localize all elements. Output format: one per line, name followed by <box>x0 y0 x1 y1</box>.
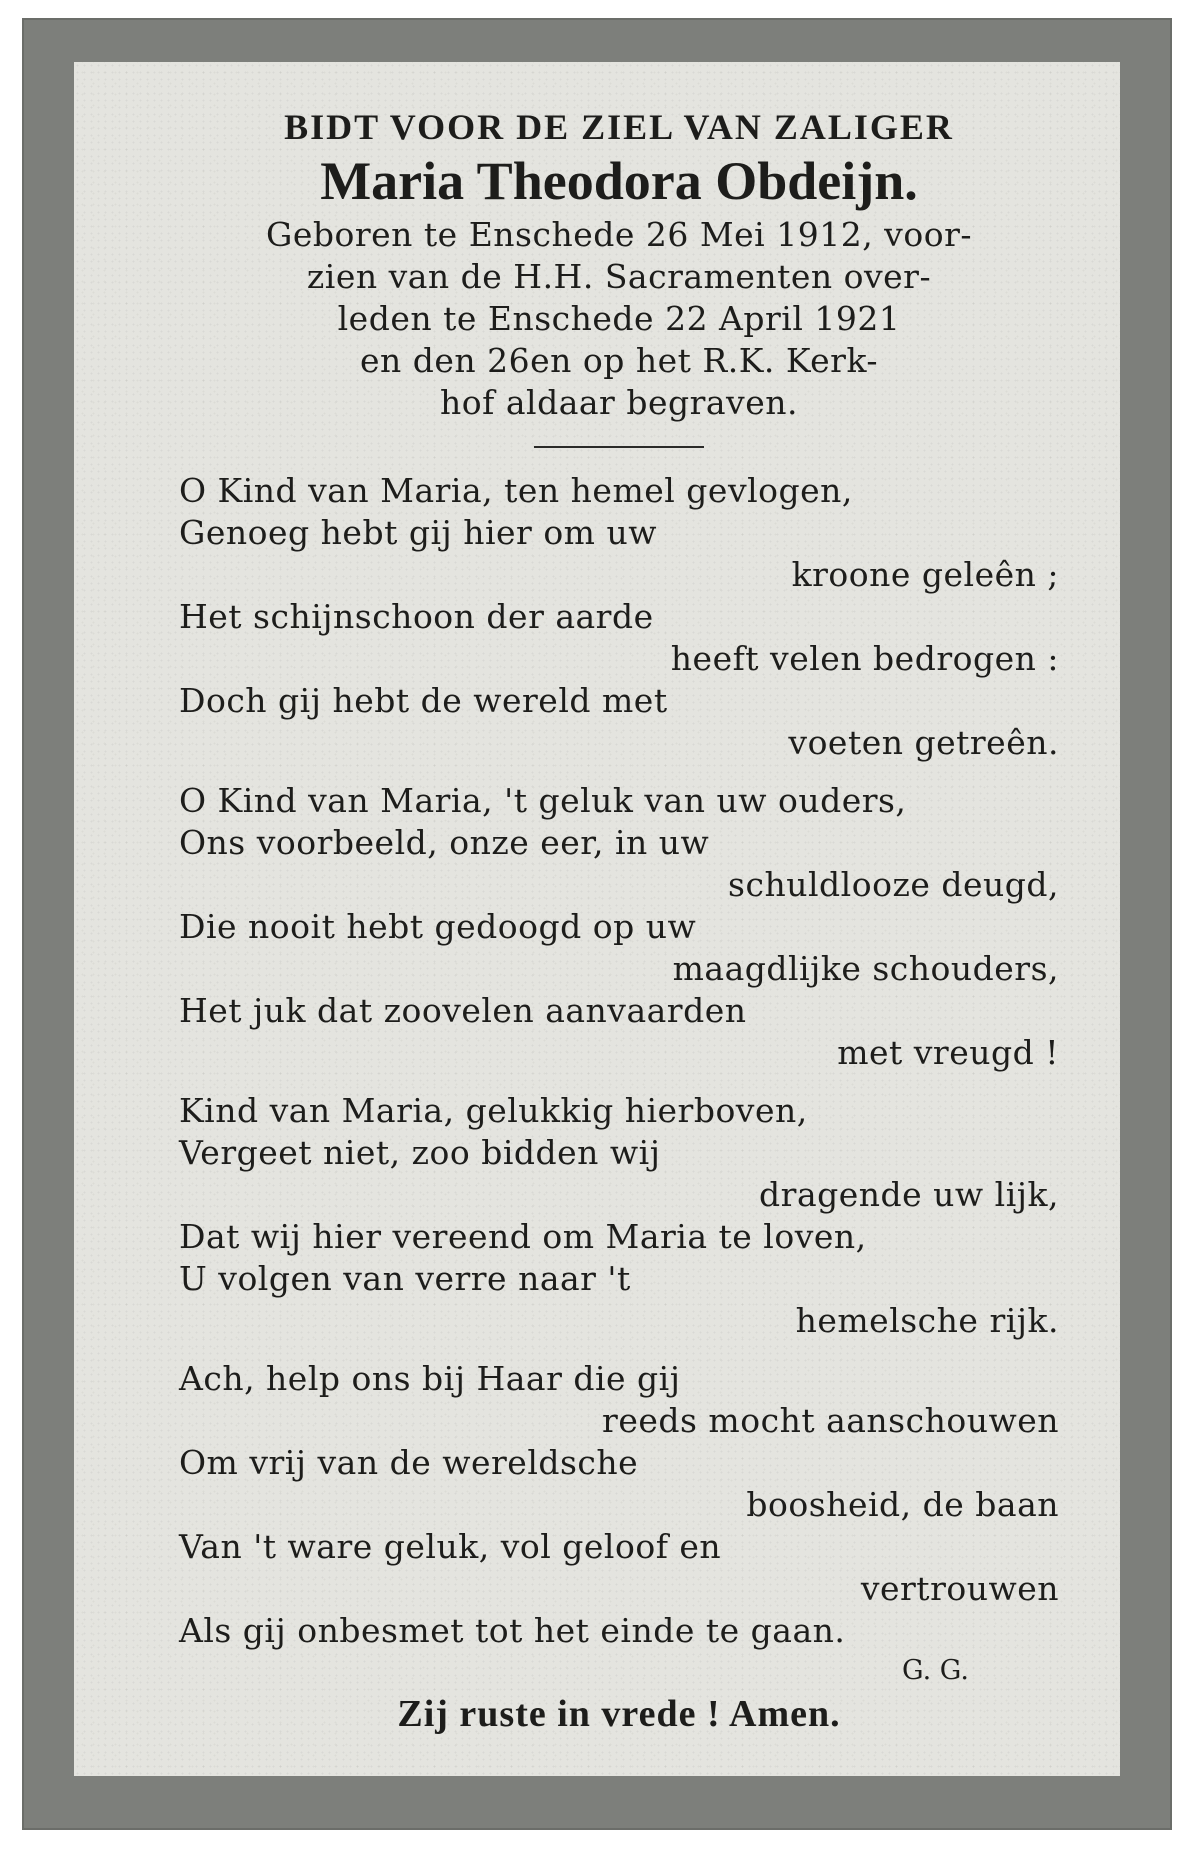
poem-line: O Kind van Maria, 't geluk van uw ouders, <box>179 781 907 820</box>
bio-line: leden te Enschede 22 April 1921 <box>337 299 901 338</box>
bio-line: zien van de H.H. Sacramenten over- <box>306 257 932 296</box>
poem-line: maagdlijke schouders, <box>672 949 1059 988</box>
bio-line: en den 26en op het R.K. Kerk- <box>359 341 879 380</box>
memorial-card <box>74 62 1120 1776</box>
poem-line: Om vrij van de wereldsche <box>179 1443 639 1482</box>
poem-line: Ach, help ons bij Haar die gij <box>179 1359 681 1398</box>
poem-line: boosheid, de baan <box>746 1485 1059 1524</box>
poem-stanza <box>179 470 1059 764</box>
poem-line: voeten getreên. <box>788 723 1059 762</box>
poem-line: Die nooit hebt gedoogd op uw <box>179 907 697 946</box>
poem-line: schuldlooze deugd, <box>728 865 1059 904</box>
poem-line: Het schijnschoon der aarde <box>179 597 654 636</box>
poem-line: U volgen van verre naar 't <box>179 1259 631 1298</box>
poem-line: Van 't ware geluk, vol geloof en <box>179 1527 722 1566</box>
poem-stanza <box>179 1090 1059 1342</box>
poem-line: Vergeet niet, zoo bidden wij <box>179 1133 661 1172</box>
card-header: BIDT VOOR DE ZIEL VAN ZALIGER <box>284 107 954 147</box>
poem-line: Kind van Maria, gelukkig hierboven, <box>179 1091 808 1130</box>
poem-line: Ons voorbeeld, onze eer, in uw <box>179 823 710 862</box>
poem-line: vertrouwen <box>860 1569 1059 1608</box>
poem-line: Doch gij hebt de wereld met <box>179 681 668 720</box>
poem-signature: G. G. <box>902 1655 969 1686</box>
poem-line: met vreugd ! <box>837 1033 1059 1072</box>
poem-line: Dat wij hier vereend om Maria te loven, <box>179 1217 867 1256</box>
poem-line: O Kind van Maria, ten hemel gevlogen, <box>179 471 853 510</box>
divider <box>534 446 704 448</box>
bio-line: Geboren te Enschede 26 Mei 1912, voor- <box>265 215 972 254</box>
poem-stanza <box>179 780 1059 1074</box>
poem-line: heeft velen bedrogen : <box>670 639 1059 678</box>
deceased-name: Maria Theodora Obdeijn. <box>320 151 918 211</box>
poem-line: hemelsche rijk. <box>795 1301 1059 1340</box>
poem-line: Het juk dat zoovelen aanvaarden <box>179 991 747 1030</box>
poem <box>179 470 1059 1652</box>
bio-line: hof aldaar begraven. <box>440 383 798 422</box>
closing-prayer: Zij ruste in vrede ! Amen. <box>397 1693 841 1735</box>
poem-line: kroone geleên ; <box>791 555 1059 594</box>
biography <box>179 214 1059 424</box>
poem-line: dragende uw lijk, <box>759 1175 1059 1214</box>
poem-stanza <box>179 1358 1059 1652</box>
poem-line: Genoeg hebt gij hier om uw <box>179 513 657 552</box>
card-frame <box>22 18 1172 1830</box>
poem-line: reeds mocht aanschouwen <box>602 1401 1059 1440</box>
card-content <box>179 104 1059 1738</box>
poem-line: Als gij onbesmet tot het einde te gaan. <box>179 1611 846 1650</box>
